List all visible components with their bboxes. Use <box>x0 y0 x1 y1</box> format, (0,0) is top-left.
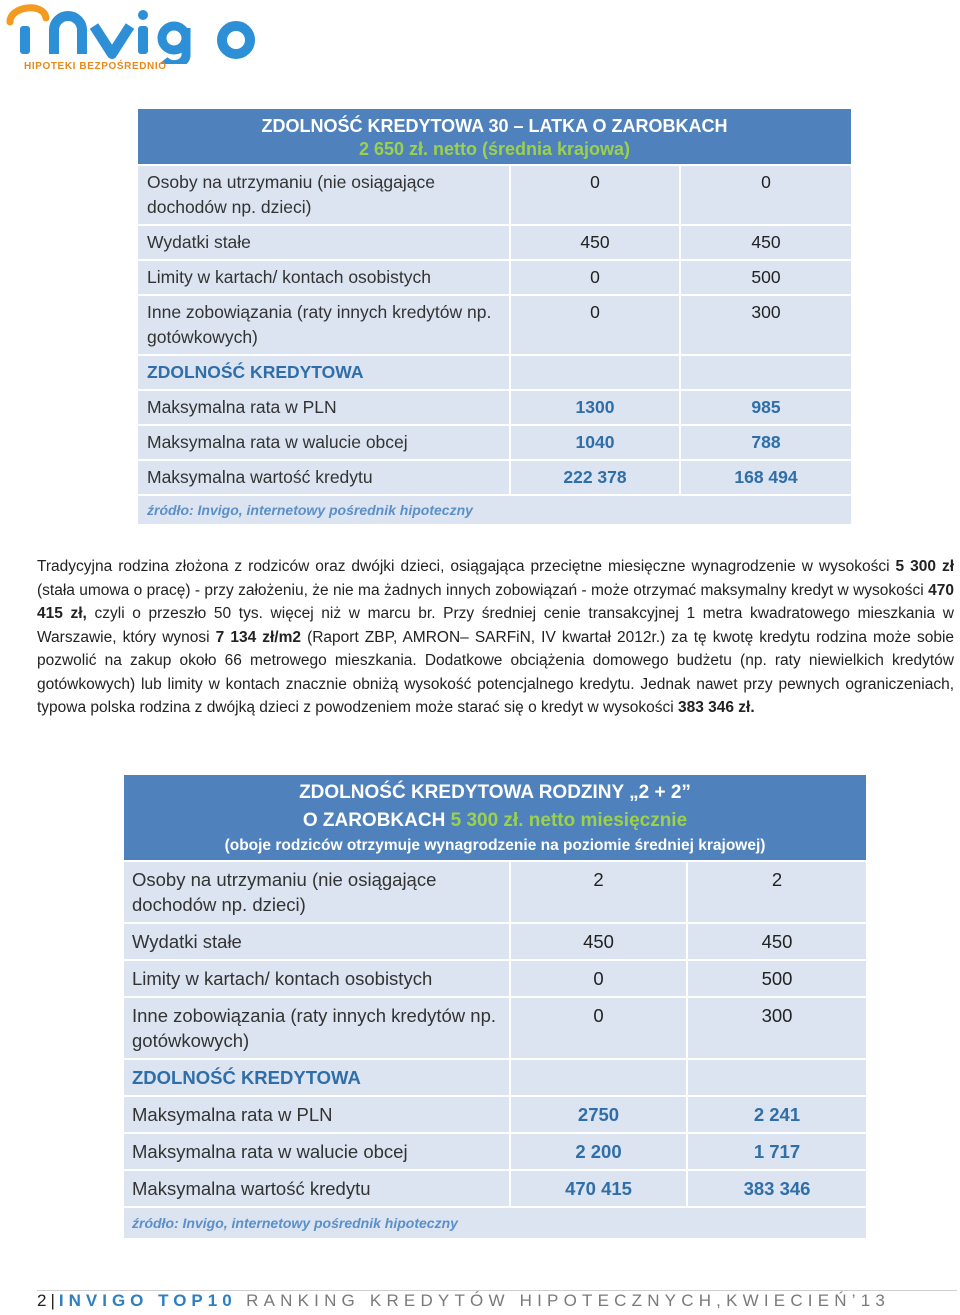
paragraph-text: (stała umowa o pracę) - przy założeniu, że nie ma żadnych innych zobowiązań - może otrzymać maksymalny kredyt w wysokości <box>37 581 929 599</box>
table-row <box>138 226 851 259</box>
paragraph-bold: 470 415 zł, <box>37 581 954 622</box>
row-value-2: 985 <box>681 391 851 424</box>
result-row <box>124 1134 866 1169</box>
row-value-1: 1040 <box>511 426 681 459</box>
row-label: Osoby na utrzymaniu (nie osiągające dochodów np. dzieci) <box>138 166 511 224</box>
row-value-1: 0 <box>511 961 688 996</box>
body-paragraph <box>37 555 954 720</box>
source-note: źródło: Invigo, internetowy pośrednik hipoteczny <box>124 1208 866 1238</box>
row-label: Osoby na utrzymaniu (nie osiągające dochodów np. dzieci) <box>124 862 511 922</box>
paragraph-bold: 383 346 zł. <box>677 699 755 716</box>
table-title-line1: ZDOLNOŚĆ KREDYTOWA RODZINY „2 + 2” <box>299 782 691 803</box>
row-label: Maksymalna wartość kredytu <box>124 1171 511 1206</box>
row-value-2: 383 346 <box>688 1171 866 1206</box>
title-prefix: O ZAROBKACH <box>302 810 451 831</box>
footer-separator: | <box>50 1291 55 1310</box>
title-accent: 5 300 zł. netto miesięcznie <box>450 810 688 831</box>
row-value-1: 0 <box>511 296 681 354</box>
row-value-2: 2 241 <box>688 1097 866 1132</box>
row-label: Maksymalna rata w walucie obcej <box>124 1134 511 1169</box>
row-value-1: 0 <box>511 166 681 224</box>
result-row <box>124 1171 866 1206</box>
paragraph-text: czyli o przeszło 50 tys. więcej niż w marcu br. Przy średniej cenie transakcyjnej 1 metra kwadratowego mieszkania w Warszawie, który wynosi <box>37 605 955 646</box>
row-value-1: 470 415 <box>511 1171 688 1206</box>
table-title-line2 <box>124 807 866 835</box>
paragraph-bold: 5 300 zł <box>895 558 954 575</box>
table-row <box>138 296 851 354</box>
paragraph-text: (Raport ZBP, AMRON– SARFiN, IV kwartał 2012r.) za tę kwotę kredytu rodzina może sobie pozwolić na zakup około 66 metrowego mieszkania. Dodatkowe obciążenia domowego budżetu (np. raty niewielkich kredytów gotówkowych) lub limity w kontach znacznie obniżą wysokość potencjalnego kredytu. Jednak nawet przy pewnych ograniczeniach, typowa polska rodzina z dwójką dzieci z powodzeniem może starać się o kredyt w wysokości <box>37 628 955 716</box>
row-value-1: 222 378 <box>511 461 681 494</box>
table-header <box>124 775 866 860</box>
table-row <box>124 862 866 922</box>
empty-cell <box>681 356 851 389</box>
row-label: Inne zobowiązania (raty innych kredytów np. gotówkowych) <box>124 998 511 1058</box>
credit-capacity-table-family <box>124 773 866 1240</box>
table-title-line3: (oboje rodziców otrzymuje wynagrodzenie na poziomie średniej krajowej) <box>224 837 766 854</box>
page-footer <box>37 1290 957 1315</box>
table-row <box>124 961 866 996</box>
row-value-1: 1300 <box>511 391 681 424</box>
row-value-1: 2 <box>511 862 688 922</box>
table-row <box>138 261 851 294</box>
row-label: Maksymalna rata w PLN <box>138 391 511 424</box>
row-value-2: 2 <box>688 862 866 922</box>
row-label: Wydatki stałe <box>138 226 511 259</box>
credit-capacity-table-single <box>138 107 851 526</box>
source-note: źródło: Invigo, internetowy pośrednik hipoteczny <box>138 496 851 524</box>
row-label: Limity w kartach/ kontach osobistych <box>124 961 511 996</box>
row-value-2: 500 <box>681 261 851 294</box>
row-value-2: 168 494 <box>681 461 851 494</box>
result-row <box>138 461 851 494</box>
source-row <box>124 1208 866 1238</box>
row-label: Inne zobowiązania (raty innych kredytów np. gotówkowych) <box>138 296 511 354</box>
table-row <box>138 166 851 224</box>
section-heading: ZDOLNOŚĆ KREDYTOWA <box>138 356 511 389</box>
table-row <box>124 998 866 1058</box>
row-value-2: 300 <box>681 296 851 354</box>
logo-tagline: HIPOTEKI BEZPOŚREDNIO <box>24 61 167 72</box>
row-value-1: 2 200 <box>511 1134 688 1169</box>
source-row <box>138 496 851 524</box>
invigo-wordmark-graphic <box>4 0 266 64</box>
row-value-2: 788 <box>681 426 851 459</box>
footer-brand: INVIGO TOP10 <box>58 1291 237 1310</box>
table-title-line1: ZDOLNOŚĆ KREDYTOWA 30 – LATKA O ZAROBKACH <box>261 116 728 136</box>
row-value-2: 0 <box>681 166 851 224</box>
row-value-2: 450 <box>681 226 851 259</box>
empty-cell <box>511 1060 688 1095</box>
row-value-1: 0 <box>511 998 688 1058</box>
row-label: Wydatki stałe <box>124 924 511 959</box>
row-label: Maksymalna rata w PLN <box>124 1097 511 1132</box>
row-label: Maksymalna rata w walucie obcej <box>138 426 511 459</box>
paragraph-text: Tradycyjna rodzina złożona z rodziców oraz dwójki dzieci, osiągająca przeciętne miesięczne wynagrodzenie w wysokości <box>37 558 896 575</box>
paragraph-bold: 7 134 zł/m2 <box>215 628 302 646</box>
result-row <box>138 426 851 459</box>
table-header <box>138 109 851 164</box>
row-value-2: 450 <box>688 924 866 959</box>
empty-cell <box>511 356 681 389</box>
row-value-1: 2750 <box>511 1097 688 1132</box>
row-label: Maksymalna wartość kredytu <box>138 461 511 494</box>
section-heading: ZDOLNOŚĆ KREDYTOWA <box>124 1060 511 1095</box>
row-value-1: 450 <box>511 226 681 259</box>
row-value-1: 450 <box>511 924 688 959</box>
section-heading-row <box>124 1060 866 1095</box>
table-title-line2: 2 650 zł. netto (średnia krajowa) <box>358 139 631 159</box>
empty-cell <box>688 1060 866 1095</box>
invigo-logo <box>4 0 266 78</box>
footer-title: RANKING KREDYTÓW HIPOTECZNYCH,KWIECIEŃ’13 <box>246 1291 891 1310</box>
row-value-2: 500 <box>688 961 866 996</box>
row-value-2: 300 <box>688 998 866 1058</box>
row-label: Limity w kartach/ kontach osobistych <box>138 261 511 294</box>
table-row <box>124 924 866 959</box>
row-value-2: 1 717 <box>688 1134 866 1169</box>
result-row <box>124 1097 866 1132</box>
result-row <box>138 391 851 424</box>
row-value-1: 0 <box>511 261 681 294</box>
page-number: 2 <box>37 1291 47 1310</box>
section-heading-row <box>138 356 851 389</box>
